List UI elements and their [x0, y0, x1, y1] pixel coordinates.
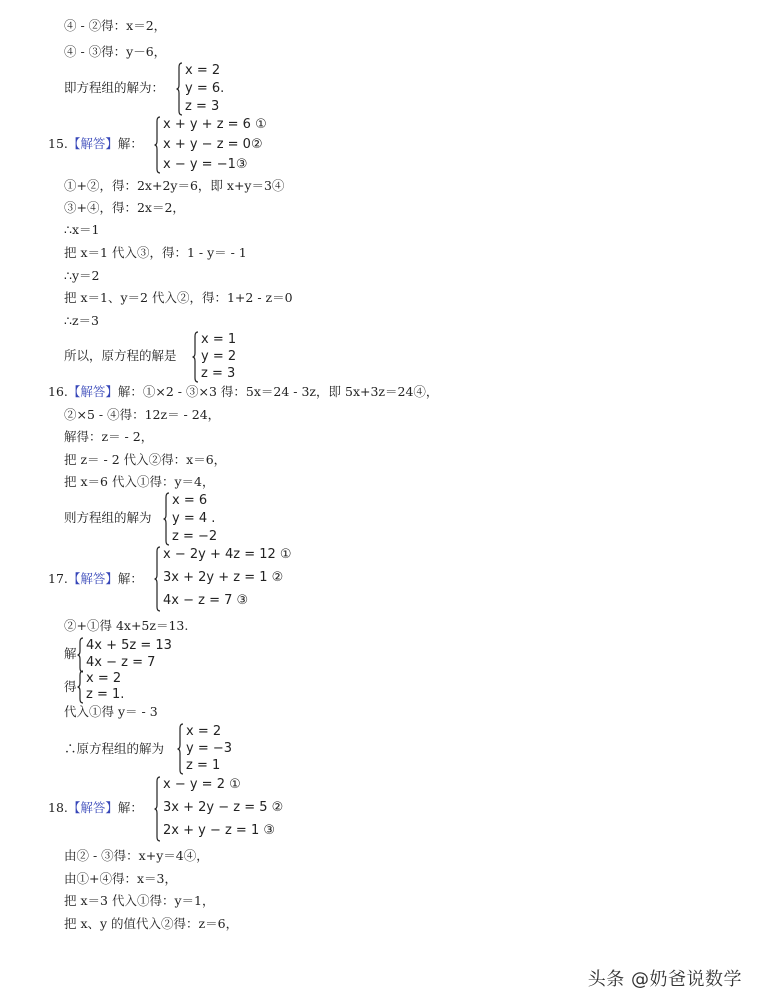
- equation-row: x = 2: [185, 63, 221, 78]
- step-line: 把 x、y 的值代入②得：z＝6，: [64, 916, 239, 931]
- step-line: 把 z＝ - 2 代入②得：x＝6，: [64, 452, 227, 467]
- equation-row: x + y − z = 0②: [163, 137, 263, 152]
- brace-icon: [177, 723, 184, 775]
- step-line: 把 x＝1、y＝2 代入②，得：1+2 - z＝0: [64, 290, 293, 305]
- step-line: ∴原方程组的解为: [64, 741, 165, 756]
- step-line: 把 x＝6 代入①得：y＝4，: [64, 474, 215, 489]
- step-line: 由①+④得：x＝3，: [64, 871, 177, 886]
- jie-label: 解：: [117, 136, 143, 151]
- equation-row: y = 4 .: [172, 511, 216, 526]
- brace-icon: [163, 492, 170, 546]
- watermark: 头条 @奶爸说数学: [587, 969, 742, 990]
- equation-row: 4x + 5z = 13: [86, 638, 172, 653]
- equation-row: x − y = 2 ①: [163, 777, 241, 792]
- step-line: 得: [64, 679, 77, 694]
- equation-row: y = −3: [186, 741, 233, 756]
- equation-row: z = 3: [201, 366, 236, 381]
- brace-icon: [154, 546, 161, 612]
- question-number: 15.: [48, 136, 68, 151]
- equation-row: x + y + z = 6 ①: [163, 117, 267, 132]
- solution-system: [192, 331, 272, 383]
- question-number: 16.: [48, 384, 68, 399]
- equation-row: z = 3: [185, 99, 220, 114]
- step-line: ②+①得 4x+5z＝13.: [64, 618, 189, 633]
- question-header: [48, 384, 438, 400]
- question-number: 17.: [48, 571, 68, 586]
- equation-row: x − y = −1③: [163, 157, 248, 172]
- step-line: ①+②，得：2x+2y＝6，即 x+y＝3④: [64, 178, 285, 193]
- answer-tag: 【解答】: [67, 571, 118, 586]
- equation-row: x = 2: [186, 724, 222, 739]
- answer-tag: 【解答】: [67, 136, 118, 151]
- question-number: 18.: [48, 800, 68, 815]
- equation-row: 4x − z = 7: [86, 655, 156, 670]
- brace-icon: [77, 670, 84, 704]
- step-line: ③+④，得：2x＝2，: [64, 200, 185, 215]
- solution-system: [163, 492, 253, 546]
- step-line: 所以，原方程的解是: [64, 348, 177, 363]
- equation-system: [154, 776, 304, 842]
- equation-row: x = 1: [201, 332, 237, 347]
- question-header: [48, 800, 143, 816]
- equation-row: 3x + 2y − z = 5 ②: [163, 800, 284, 815]
- question-header: [48, 571, 143, 587]
- equation-row: y = 6.: [185, 81, 225, 96]
- equation-row: x = 6: [172, 493, 208, 508]
- equation-system: [154, 546, 314, 612]
- equation-row: x = 2: [86, 671, 122, 686]
- solution-system: [77, 670, 147, 704]
- brace-icon: [154, 776, 161, 842]
- equation-system: [77, 637, 187, 673]
- answer-tag: 【解答】: [67, 384, 118, 399]
- equation-row: x − 2y + 4z = 12 ①: [163, 547, 292, 562]
- step-line: 代入①得 y＝ - 3: [64, 704, 158, 719]
- equation-row: z = 1.: [86, 687, 125, 702]
- equation-row: z = −2: [172, 529, 218, 544]
- equation-row: 3x + 2y + z = 1 ②: [163, 570, 284, 585]
- step-line: 即方程组的解为：: [64, 80, 165, 95]
- equation-system: [154, 116, 294, 174]
- step-line: ②×5 - ④得：12z＝ - 24，: [64, 407, 221, 422]
- step-line: ∴z＝3: [64, 313, 99, 328]
- question-header: [48, 136, 143, 152]
- brace-icon: [154, 116, 161, 174]
- equation-row: 2x + y − z = 1 ③: [163, 823, 276, 838]
- step-line: 由② - ③得：x+y＝4④，: [64, 848, 209, 863]
- brace-icon: [192, 331, 199, 383]
- answer-tag: 【解答】: [67, 800, 118, 815]
- solution-system: [177, 723, 257, 775]
- jie-label: 解：: [117, 571, 143, 586]
- jie-label: 解：: [117, 800, 143, 815]
- brace-icon: [77, 637, 84, 673]
- step-line: ④ - ②得：x＝2，: [64, 18, 167, 33]
- equation-row: z = 1: [186, 758, 221, 773]
- step-text: 解：①×2 - ③×3 得：5x＝24 - 3z，即 5x+3z＝24④，: [117, 384, 439, 399]
- equation-row: y = 2: [201, 349, 237, 364]
- step-line: 把 x＝3 代入①得：y＝1，: [64, 893, 215, 908]
- step-line: ∴y＝2: [64, 268, 100, 283]
- brace-icon: [176, 62, 183, 116]
- step-line: 则方程组的解为: [64, 510, 152, 525]
- equation-row: 4x − z = 7 ③: [163, 593, 249, 608]
- solution-system: [176, 62, 256, 116]
- step-line: ∴x＝1: [64, 222, 100, 237]
- step-line: 解: [64, 646, 77, 661]
- step-line: ④ - ③得：y－6，: [64, 44, 167, 59]
- step-line: 解得：z＝ - 2，: [64, 429, 154, 444]
- step-line: 把 x＝1 代入③，得：1 - y＝ - 1: [64, 245, 247, 260]
